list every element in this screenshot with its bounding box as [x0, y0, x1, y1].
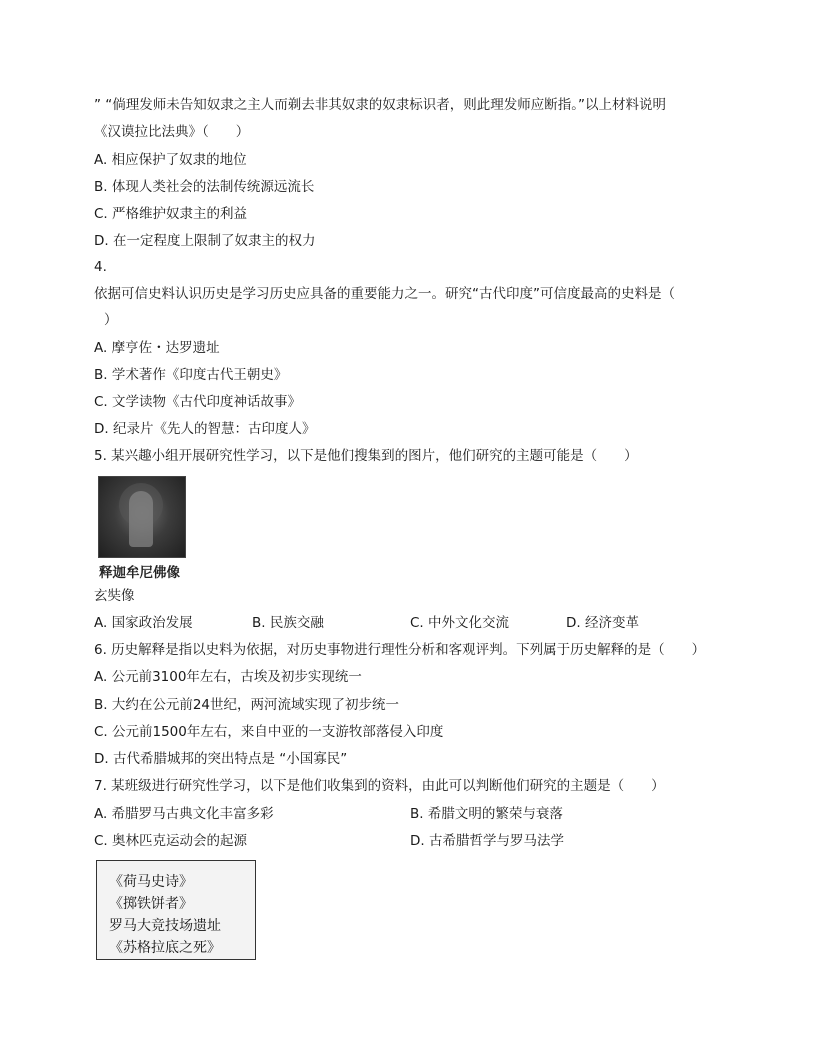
- q7-materials-box: [96, 860, 256, 960]
- q4-option-a: A. 摩亨佐・达罗遗址: [94, 340, 220, 356]
- buddha-statue-image: [98, 476, 186, 558]
- material-item: 《荷马史诗》: [109, 874, 193, 890]
- q7-option-b: B. 希腊文明的繁荣与衰落: [410, 806, 563, 822]
- q4-option-b: B. 学术著作《印度古代王朝史》: [94, 367, 288, 383]
- q5-option-b: B. 民族交融: [252, 615, 324, 631]
- material-item: 《苏格拉底之死》: [109, 940, 221, 956]
- q5-image-caption: 释迦牟尼佛像: [99, 565, 180, 581]
- q3-stem-line1: ” “倘理发师未告知奴隶之主人而剃去非其奴隶的奴隶标识者，则此理发师应断指。”以上材料说明: [94, 97, 667, 113]
- q7-option-c: C. 奥林匹克运动会的起源: [94, 833, 248, 849]
- q6-option-c: C. 公元前1500年左右，来自中亚的一支游牧部落侵入印度: [94, 724, 444, 740]
- q4-stem-line1: 依据可信史料认识历史是学习历史应具备的重要能力之一。研究“古代印度”可信度最高的史料是（: [94, 286, 675, 302]
- q4-number: 4.: [94, 259, 107, 275]
- statue-figure-shape: [129, 491, 153, 547]
- q4-stem-line2: ）: [104, 312, 118, 328]
- q6-option-d: D. 古代希腊城邦的突出特点是 “小国寡民”: [94, 751, 348, 767]
- q6-option-b: B. 大约在公元前24世纪，两河流域实现了初步统一: [94, 697, 400, 713]
- q3-option-b: B. 体现人类社会的法制传统源远流长: [94, 179, 315, 195]
- q5-option-d: D. 经济变革: [566, 615, 639, 631]
- q7-option-a: A. 希腊罗马古典文化丰富多彩: [94, 806, 274, 822]
- q3-stem-line2: 《汉谟拉比法典》（ ）: [94, 124, 250, 140]
- material-item: 罗马大竞技场遗址: [109, 918, 221, 934]
- q3-option-d: D. 在一定程度上限制了奴隶主的权力: [94, 233, 316, 249]
- q4-option-d: D. 纪录片《先人的智慧：古印度人》: [94, 421, 316, 437]
- q4-option-c: C. 文学读物《古代印度神话故事》: [94, 394, 302, 410]
- q7-stem: 7. 某班级进行研究性学习，以下是他们收集到的资料，由此可以判断他们研究的主题是（ ）: [94, 778, 665, 794]
- q3-option-a: A. 相应保护了奴隶的地位: [94, 152, 247, 168]
- q5-stem: 5. 某兴趣小组开展研究性学习，以下是他们搜集到的图片，他们研究的主题可能是（ ）: [94, 448, 638, 464]
- q7-option-d: D. 古希腊哲学与罗马法学: [410, 833, 564, 849]
- q5-option-c: C. 中外文化交流: [410, 615, 510, 631]
- q3-option-c: C. 严格维护奴隶主的利益: [94, 206, 248, 222]
- q6-option-a: A. 公元前3100年左右，古埃及初步实现统一: [94, 669, 362, 685]
- material-item: 《掷铁饼者》: [109, 896, 193, 912]
- q5-option-a: A. 国家政治发展: [94, 615, 193, 631]
- q6-stem: 6. 历史解释是指以史料为依据，对历史事物进行理性分析和客观评判。下列属于历史解释的是（ ）: [94, 642, 706, 658]
- q5-extra-caption: 玄奘像: [94, 588, 135, 604]
